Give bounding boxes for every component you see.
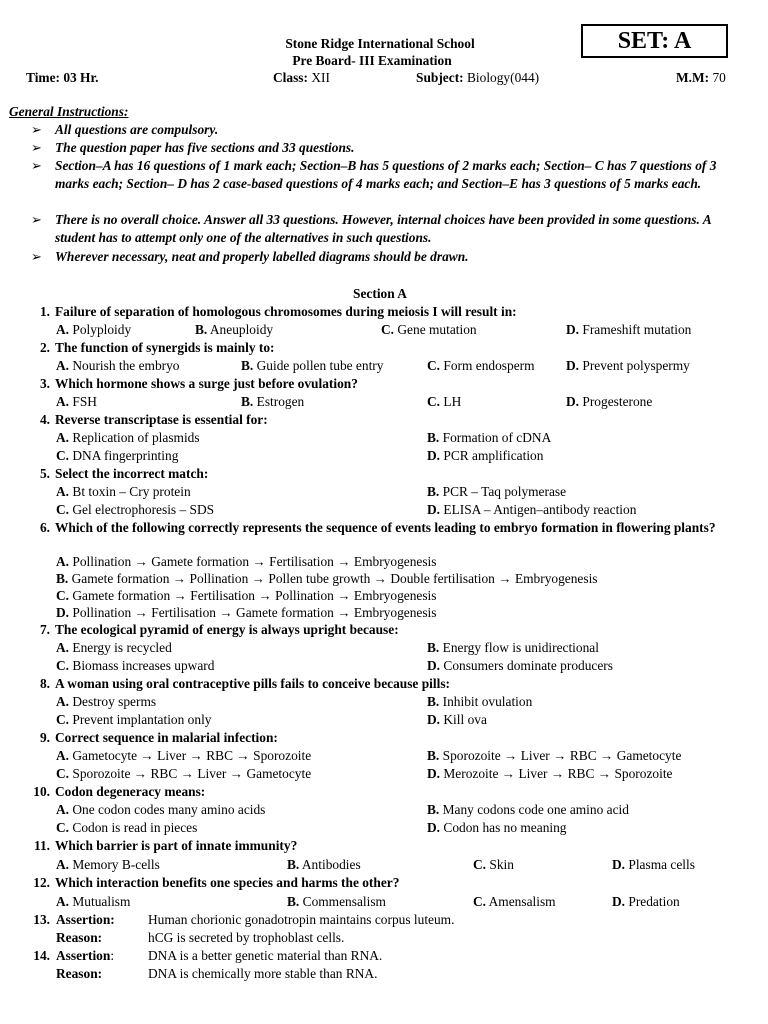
question-number: 6. bbox=[39, 520, 50, 535]
option-d bbox=[56, 604, 437, 622]
option-text: Nourish the embryo bbox=[72, 358, 180, 373]
option-a bbox=[56, 429, 200, 447]
option-a bbox=[56, 747, 311, 765]
option-label: B. bbox=[427, 802, 440, 817]
question-number: 8. bbox=[39, 676, 50, 691]
option-c bbox=[56, 819, 197, 837]
option-text: Polyploidy bbox=[72, 322, 132, 337]
option-label: D. bbox=[427, 658, 441, 673]
option-b bbox=[427, 483, 566, 501]
option-label: C. bbox=[427, 394, 441, 409]
option-text: Codon is read in pieces bbox=[72, 820, 198, 835]
section-a-title: Section A bbox=[353, 286, 407, 301]
question-number: 5. bbox=[39, 466, 50, 481]
option-label: D. bbox=[612, 857, 626, 872]
option-label: B. bbox=[427, 748, 440, 763]
exam-title: Pre Board- III Examination bbox=[292, 53, 452, 68]
option-label: B. bbox=[241, 358, 254, 373]
option-text: Pollination → Gamete formation → Fertilisation → Embryogenesis bbox=[72, 554, 437, 569]
assertion-label: Assertion: bbox=[56, 912, 115, 927]
assertion-label: Assertion bbox=[56, 948, 111, 963]
option-text: Gametocyte → Liver → RBC → Sporozoite bbox=[72, 748, 312, 763]
option-text: Inhibit ovulation bbox=[442, 694, 533, 709]
time-label: Time: 03 Hr. bbox=[26, 70, 99, 85]
arrow-bullet-icon: ➢ bbox=[31, 122, 42, 137]
option-d bbox=[566, 357, 690, 375]
option-text: Energy is recycled bbox=[72, 640, 172, 655]
option-text: Pollination → Fertilisation → Gamete formation → Embryogenesis bbox=[72, 605, 437, 620]
subject-label: Subject: bbox=[416, 70, 464, 85]
option-label: A. bbox=[56, 694, 70, 709]
option-text: Replication of plasmids bbox=[72, 430, 200, 445]
option-text: Guide pollen tube entry bbox=[256, 358, 384, 373]
mm-label: M.M: bbox=[676, 70, 710, 85]
assertion-label-wrap: Assertion: bbox=[56, 948, 115, 963]
arrow-bullet-icon: ➢ bbox=[31, 212, 42, 227]
option-label: C. bbox=[56, 658, 70, 673]
instructions-title: General Instructions: bbox=[9, 104, 129, 119]
option-label: B. bbox=[427, 430, 440, 445]
question-text: Which interaction benefits one species and harms the other? bbox=[55, 875, 400, 890]
option-a bbox=[56, 483, 191, 501]
question-number: 11. bbox=[34, 838, 50, 853]
question-number: 14. bbox=[33, 948, 50, 963]
option-a bbox=[56, 856, 160, 874]
option-label: A. bbox=[56, 430, 70, 445]
question-number: 10. bbox=[33, 784, 50, 799]
option-b bbox=[427, 429, 551, 447]
option-text: Bt toxin – Cry protein bbox=[72, 484, 191, 499]
option-label: B. bbox=[427, 484, 440, 499]
option-label: D. bbox=[566, 358, 580, 373]
option-text: Estrogen bbox=[256, 394, 305, 409]
arrow-bullet-icon: ➢ bbox=[31, 140, 42, 155]
option-label: A. bbox=[56, 322, 70, 337]
option-b bbox=[241, 357, 383, 375]
arrow-bullet-icon: ➢ bbox=[31, 158, 42, 173]
option-label: C. bbox=[473, 857, 487, 872]
option-d bbox=[566, 393, 652, 411]
mm-value: 70 bbox=[712, 70, 726, 85]
option-label: B. bbox=[56, 571, 69, 586]
reason-text: DNA is chemically more stable than RNA. bbox=[148, 966, 378, 981]
option-label: A. bbox=[56, 640, 70, 655]
option-label: D. bbox=[427, 502, 441, 517]
option-text: PCR amplification bbox=[443, 448, 544, 463]
option-d bbox=[427, 711, 487, 729]
option-d bbox=[427, 819, 567, 837]
option-text: Plasma cells bbox=[628, 857, 695, 872]
arrow-bullet-icon: ➢ bbox=[31, 249, 42, 264]
option-a bbox=[56, 801, 265, 819]
option-c bbox=[56, 587, 437, 605]
question-text: Select the incorrect match: bbox=[55, 466, 209, 481]
option-label: D. bbox=[427, 712, 441, 727]
option-d bbox=[566, 321, 691, 339]
option-label: D. bbox=[566, 394, 580, 409]
option-label: A. bbox=[56, 894, 70, 909]
option-b bbox=[195, 321, 273, 339]
option-text: Sporozoite → Liver → RBC → Gametocyte bbox=[442, 748, 682, 763]
class-value: XII bbox=[311, 70, 330, 85]
instruction-item: Section–A has 16 questions of 1 mark each; Section–B has 5 questions of 2 marks each; Section– C has 7 questions of 3 marks each; Section– D has 2 case-based questions of 4 marks each; and Section–E has 3 questions of 5 marks each. bbox=[55, 158, 717, 191]
question-number: 4. bbox=[39, 412, 50, 427]
option-c bbox=[381, 321, 477, 339]
option-text: Prevent polyspermy bbox=[582, 358, 690, 373]
option-a bbox=[56, 639, 172, 657]
option-c bbox=[56, 501, 214, 519]
option-c bbox=[427, 393, 461, 411]
option-label: A. bbox=[56, 554, 70, 569]
option-c bbox=[473, 893, 556, 911]
option-text: Energy flow is unidirectional bbox=[442, 640, 599, 655]
question-number: 13. bbox=[33, 912, 50, 927]
option-label: B. bbox=[427, 694, 440, 709]
option-c bbox=[473, 856, 514, 874]
option-text: Gamete formation → Pollination → Pollen tube growth → Double fertilisation → Embryogenesis bbox=[71, 571, 598, 586]
subject-value: Biology(044) bbox=[466, 70, 540, 85]
instruction-item: There is no overall choice. Answer all 33 questions. However, internal choices have been provided in some questions. A student has to attempt only one of the alternatives in such questions. bbox=[55, 212, 711, 245]
option-d bbox=[427, 765, 672, 783]
question-text: Which of the following correctly represents the sequence of events leading to embryo formation in flowering plants? bbox=[55, 520, 716, 535]
option-text: Gamete formation → Fertilisation → Pollination → Embryogenesis bbox=[72, 588, 437, 603]
option-c bbox=[56, 447, 178, 465]
option-b bbox=[287, 893, 386, 911]
reason-text: hCG is secreted by trophoblast cells. bbox=[148, 930, 345, 945]
option-d bbox=[427, 501, 636, 519]
question-text: Codon degeneracy means: bbox=[55, 784, 206, 799]
school-name: Stone Ridge International School bbox=[285, 36, 475, 51]
option-label: A. bbox=[56, 484, 70, 499]
question-text: The ecological pyramid of energy is always upright because: bbox=[55, 622, 399, 637]
option-label: C. bbox=[473, 894, 487, 909]
instruction-item: All questions are compulsory. bbox=[55, 122, 219, 137]
option-a bbox=[56, 393, 97, 411]
option-c bbox=[56, 657, 214, 675]
option-label: A. bbox=[56, 802, 70, 817]
option-text: PCR – Taq polymerase bbox=[442, 484, 567, 499]
option-d bbox=[612, 893, 680, 911]
question-text: Which barrier is part of innate immunity? bbox=[55, 838, 298, 853]
reason-label: Reason: bbox=[56, 930, 103, 945]
option-text: Mutualism bbox=[72, 894, 131, 909]
option-text: Sporozoite → RBC → Liver → Gametocyte bbox=[72, 766, 312, 781]
question-number: 12. bbox=[33, 875, 50, 890]
option-b bbox=[56, 570, 598, 588]
option-b bbox=[427, 747, 681, 765]
option-b bbox=[287, 856, 361, 874]
question-text: Reverse transcriptase is essential for: bbox=[55, 412, 268, 427]
option-text: Destroy sperms bbox=[72, 694, 157, 709]
option-label: C. bbox=[56, 588, 70, 603]
option-b bbox=[427, 639, 599, 657]
option-a bbox=[56, 893, 130, 911]
option-text: Progesterone bbox=[582, 394, 653, 409]
set-label: SET: A bbox=[581, 24, 728, 58]
option-text: Many codons code one amino acid bbox=[442, 802, 629, 817]
option-text: Frameshift mutation bbox=[582, 322, 692, 337]
option-text: DNA fingerprinting bbox=[72, 448, 179, 463]
question-text: Failure of separation of homologous chromosomes during meiosis I will result in: bbox=[55, 304, 517, 319]
option-label: B. bbox=[287, 894, 300, 909]
option-b bbox=[427, 693, 532, 711]
option-label: C. bbox=[56, 448, 70, 463]
option-label: D. bbox=[612, 894, 626, 909]
option-text: Aneuploidy bbox=[209, 322, 274, 337]
assertion-text: DNA is a better genetic material than RNA. bbox=[148, 948, 383, 963]
option-text: ELISA – Antigen–antibody reaction bbox=[443, 502, 637, 517]
option-d bbox=[427, 657, 613, 675]
option-text: Codon has no meaning bbox=[443, 820, 567, 835]
question-text: A woman using oral contraceptive pills fails to conceive because pills: bbox=[55, 676, 451, 691]
option-label: C. bbox=[56, 820, 70, 835]
subject-info bbox=[416, 69, 539, 87]
class-label: Class: bbox=[273, 70, 308, 85]
option-d bbox=[612, 856, 695, 874]
option-text: Gel electrophoresis – SDS bbox=[72, 502, 215, 517]
option-a bbox=[56, 321, 131, 339]
option-text: Predation bbox=[628, 894, 680, 909]
option-label: D. bbox=[427, 448, 441, 463]
option-b bbox=[427, 801, 629, 819]
option-a bbox=[56, 553, 437, 571]
question-text: Which hormone shows a surge just before ovulation? bbox=[55, 376, 358, 391]
assertion-text: Human chorionic gonadotropin maintains corpus luteum. bbox=[148, 912, 455, 927]
question-number: 3. bbox=[39, 376, 50, 391]
option-label: A. bbox=[56, 358, 70, 373]
option-text: Skin bbox=[489, 857, 514, 872]
question-text: The function of synergids is mainly to: bbox=[55, 340, 275, 355]
option-label: A. bbox=[56, 857, 70, 872]
option-text: Prevent implantation only bbox=[72, 712, 212, 727]
option-text: Consumers dominate producers bbox=[443, 658, 613, 673]
option-text: Antibodies bbox=[301, 857, 361, 872]
question-number: 7. bbox=[39, 622, 50, 637]
instruction-item: Wherever necessary, neat and properly labelled diagrams should be drawn. bbox=[55, 249, 469, 264]
option-text: LH bbox=[443, 394, 462, 409]
option-label: C. bbox=[56, 766, 70, 781]
option-label: C. bbox=[427, 358, 441, 373]
instruction-item: The question paper has five sections and 33 questions. bbox=[55, 140, 355, 155]
option-text: Amensalism bbox=[488, 894, 556, 909]
option-text: Formation of cDNA bbox=[442, 430, 552, 445]
question-number: 9. bbox=[39, 730, 50, 745]
option-label: C. bbox=[56, 502, 70, 517]
option-a bbox=[56, 693, 156, 711]
option-label: A. bbox=[56, 748, 70, 763]
option-d bbox=[427, 447, 543, 465]
question-number: 2. bbox=[39, 340, 50, 355]
option-text: FSH bbox=[72, 394, 97, 409]
class-info bbox=[273, 69, 330, 87]
question-text: Correct sequence in malarial infection: bbox=[55, 730, 278, 745]
option-text: Gene mutation bbox=[397, 322, 477, 337]
option-text: Kill ova bbox=[443, 712, 487, 727]
option-label: D. bbox=[56, 605, 70, 620]
option-label: A. bbox=[56, 394, 70, 409]
question-number: 1. bbox=[39, 304, 50, 319]
option-label: B. bbox=[241, 394, 254, 409]
option-label: B. bbox=[427, 640, 440, 655]
option-c bbox=[56, 765, 311, 783]
option-label: C. bbox=[381, 322, 395, 337]
option-text: Commensalism bbox=[302, 894, 386, 909]
max-marks bbox=[676, 69, 726, 87]
option-a bbox=[56, 357, 180, 375]
option-text: Merozoite → Liver → RBC → Sporozoite bbox=[443, 766, 673, 781]
option-c bbox=[56, 711, 211, 729]
option-text: Biomass increases upward bbox=[72, 658, 215, 673]
option-label: B. bbox=[195, 322, 208, 337]
option-label: D. bbox=[427, 820, 441, 835]
option-label: B. bbox=[287, 857, 300, 872]
option-c bbox=[427, 357, 535, 375]
option-label: D. bbox=[427, 766, 441, 781]
option-text: One codon codes many amino acids bbox=[72, 802, 266, 817]
option-text: Memory B-cells bbox=[72, 857, 160, 872]
option-text: Form endosperm bbox=[443, 358, 535, 373]
option-label: D. bbox=[566, 322, 580, 337]
reason-label: Reason: bbox=[56, 966, 103, 981]
option-b bbox=[241, 393, 304, 411]
option-label: C. bbox=[56, 712, 70, 727]
